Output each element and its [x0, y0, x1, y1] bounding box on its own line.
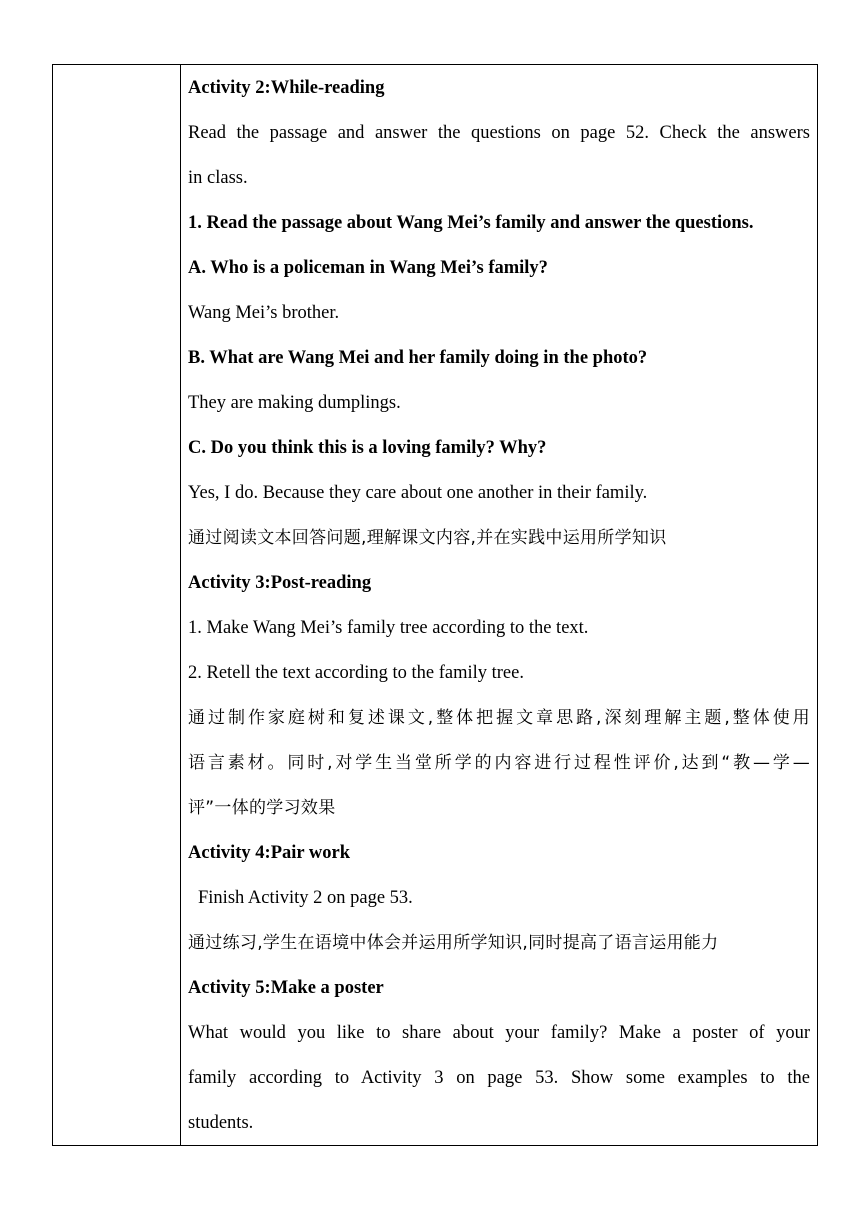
- heading-line: Activity 3:Post-reading: [188, 573, 372, 593]
- heading-line: Activity 5:Make a poster: [188, 978, 384, 998]
- text-line: Wang Mei’s brother.: [188, 303, 340, 323]
- chinese-note-line: 评”一体的学习效果: [188, 798, 336, 818]
- heading-line: 1. Read the passage about Wang Mei’s family and answer the questions.: [188, 213, 754, 233]
- text-line: family according to Activity 3 on page 53. Show some examples to the: [188, 1068, 810, 1088]
- heading-line: B. What are Wang Mei and her family doing in the photo?: [188, 348, 648, 368]
- text-line: Yes, I do. Because they care about one another in their family.: [188, 483, 648, 503]
- text-line: Read the passage and answer the questions on page 52. Check the answers: [188, 123, 810, 143]
- heading-line: C. Do you think this is a loving family? Why?: [188, 438, 547, 458]
- heading-line: Activity 4:Pair work: [188, 843, 351, 863]
- text-line: 1. Make Wang Mei’s family tree according to the text.: [188, 618, 589, 638]
- text-line: students.: [188, 1113, 254, 1133]
- chinese-note-line: 通过制作家庭树和复述课文,整体把握文章思路,深刻理解主题,整体使用: [188, 708, 810, 728]
- text-line: 2. Retell the text according to the family tree.: [188, 663, 524, 683]
- text-line: What would you like to share about your family? Make a poster of your: [188, 1023, 810, 1043]
- chinese-note-line: 通过练习,学生在语境中体会并运用所学知识,同时提高了语言运用能力: [188, 933, 719, 953]
- column-divider: [180, 64, 181, 1146]
- heading-line: A. Who is a policeman in Wang Mei’s family?: [188, 258, 548, 278]
- chinese-note-line: 语言素材。同时,对学生当堂所学的内容进行过程性评价,达到“教—学—: [188, 753, 810, 773]
- text-line: They are making dumplings.: [188, 393, 401, 413]
- chinese-note-line: 通过阅读文本回答问题,理解课文内容,并在实践中运用所学知识: [188, 528, 667, 548]
- activity-cell: [188, 66, 810, 1146]
- text-line: Finish Activity 2 on page 53.: [198, 888, 413, 908]
- heading-line: Activity 2:While-reading: [188, 78, 385, 98]
- text-line: in class.: [188, 168, 248, 188]
